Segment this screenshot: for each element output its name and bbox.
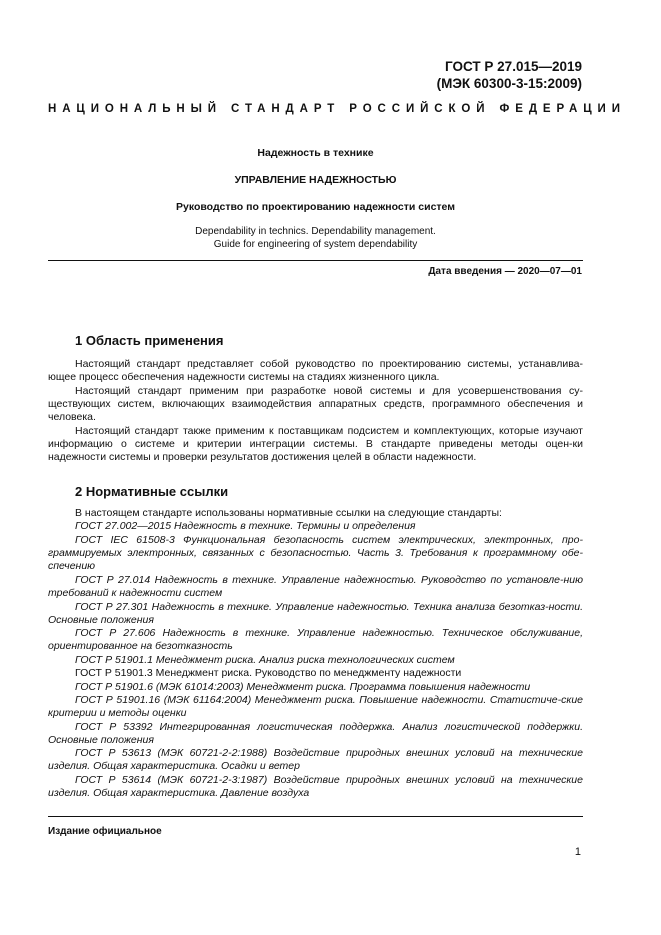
national-standard-title: НАЦИОНАЛЬНЫЙ СТАНДАРТ РОССИЙСКОЙ ФЕДЕРАЦИИ	[48, 103, 626, 115]
official-publication-label: Издание официальное	[48, 826, 162, 837]
reference-text: ГОСТ Р 53614 (МЭК 60721-2-3:1987) Воздействие природных внешних условий на технические изделия. Общая характеристика. Давление воздуха	[48, 774, 583, 800]
reference-item	[48, 667, 583, 680]
section-1-paragraph-1	[48, 358, 583, 384]
reference-item	[48, 747, 583, 773]
section-2-title: 2 Нормативные ссылки	[75, 484, 229, 499]
reference-item	[48, 601, 583, 627]
reference-text: ГОСТ Р 51901.16 (МЭК 61164:2004) Менеджмент риска. Повышение надежности. Статистиче-ские критерии и методы оценки	[48, 694, 583, 720]
section-1-paragraph-2-text: Настоящий стандарт применим при разработке новой системы и для усовершенствования су-ществующих систем, включающих взаимодействия аппаратных средств, программного обеспечения и человека.	[48, 385, 583, 424]
reference-text: ГОСТ 27.002—2015 Надежность в технике. Термины и определения	[75, 520, 416, 532]
page-number: 1	[574, 846, 581, 858]
introduction-date: Дата введения — 2020—07—01	[428, 266, 582, 277]
title-english-line1: Dependability in technics. Dependability management.	[195, 226, 436, 237]
title-management: УПРАВЛЕНИЕ НАДЕЖНОСТЬЮ	[234, 174, 397, 186]
reference-text: ГОСТ Р 27.014 Надежность в технике. Управление надежностью. Руководство по установле-нию требований к надежности систем	[48, 574, 583, 600]
document-number	[437, 58, 582, 92]
header-divider	[48, 260, 583, 261]
reference-item	[48, 721, 583, 747]
section-2-intro-text: В настоящем стандарте использованы нормативные ссылки на следующие стандарты:	[75, 507, 502, 519]
reference-item	[48, 774, 583, 800]
doc-number-line1: ГОСТ Р 27.015—2019	[445, 59, 582, 74]
reference-text: ГОСТ Р 53392 Интегрированная логистическая поддержка. Анализ логистической поддержки. Основные положения	[48, 721, 583, 747]
reference-item	[48, 654, 583, 667]
section-1-paragraph-3-text: Настоящий стандарт также применим к поставщикам подсистем и комплектующих, которые изучают информацию о системе и критерии интеграции системы. В стандарте приведены методы оцен-ки надежности системы и проверки результатов достижения целей в области надежности.	[48, 425, 583, 464]
title-english	[48, 225, 583, 251]
section-1-paragraph-3	[48, 425, 583, 465]
reference-text: ГОСТ IEC 61508-3 Функциональная безопасность систем электрических, электронных, про-граммируемых электронных, связанных с безопасностью. Часть 3. Требования к программному обе-спечению	[48, 534, 583, 573]
reference-item	[48, 534, 583, 574]
reference-text: ГОСТ Р 51901.1 Менеджмент риска. Анализ риска технологических систем	[75, 654, 455, 666]
section-1-paragraph-2	[48, 385, 583, 425]
title-english-line2: Guide for engineering of system dependability	[213, 239, 418, 250]
reference-item	[48, 574, 583, 600]
footer-divider	[48, 816, 583, 817]
reference-text: ГОСТ Р 53613 (МЭК 60721-2-2:1988) Воздействие природных внешних условий на технические изделия. Общая характеристика. Осадки и ветер	[48, 747, 583, 773]
title-dependability: Надежность в технике	[257, 147, 374, 159]
section-1-paragraph-1-text: Настоящий стандарт представляет собой руководство по проектированию системы, устанавлива-ющее процесс обеспечения надежности системы на стадиях жизненного цикла.	[48, 358, 583, 384]
doc-number-line2: (МЭК 60300-3-15:2009)	[436, 76, 582, 91]
reference-text: ГОСТ Р 51901.3 Менеджмент риска. Руководство по менеджменту надежности	[75, 667, 462, 679]
reference-item	[48, 694, 583, 720]
reference-text: ГОСТ Р 51901.6 (МЭК 61014:2003) Менеджмент риска. Программа повышения надежности	[75, 681, 531, 693]
reference-text: ГОСТ Р 27.606 Надежность в технике. Управление надежностью. Техническое обслуживание, ориентированное на безотказность	[48, 627, 583, 653]
section-2-intro	[48, 507, 583, 520]
reference-text: ГОСТ Р 27.301 Надежность в технике. Управление надежностью. Техника анализа безотказ-ности. Основные положения	[48, 601, 583, 627]
reference-item	[48, 681, 583, 694]
reference-item	[48, 627, 583, 653]
reference-item	[48, 520, 583, 533]
section-1-title: 1 Область применения	[75, 333, 224, 348]
title-guide: Руководство по проектированию надежности систем	[175, 201, 456, 213]
